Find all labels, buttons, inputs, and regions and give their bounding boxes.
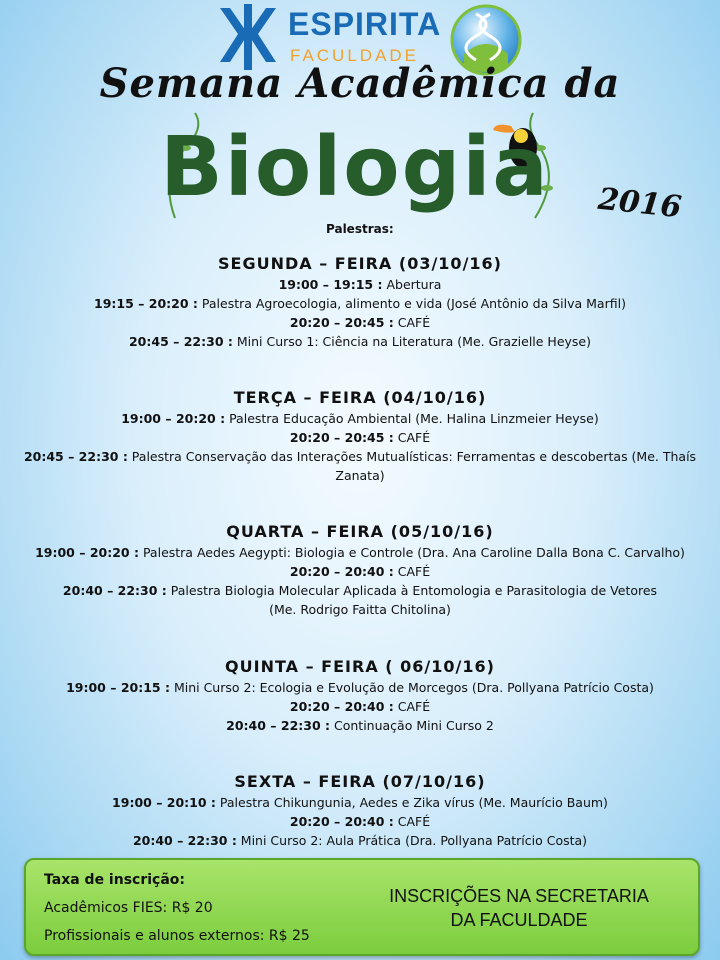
day-terca (0, 388, 720, 485)
day-segunda (0, 254, 720, 351)
schedule-line: 19:00 – 20:20 : Palestra Educação Ambiental (Me. Halina Linzmeier Heyse) (121, 411, 599, 426)
schedule-line: 20:20 – 20:45 : CAFÉ (289, 430, 431, 445)
schedule-line: 20:45 – 22:30 : Palestra Conservação das Interações Mutualísticas: Ferramentas e descobertas (Me. Thaís (23, 449, 697, 464)
fee-fies: Acadêmicos FIES: R$ 20 (44, 900, 213, 916)
day-quinta (0, 657, 720, 735)
day-title: QUINTA – FEIRA ( 06/10/16) (225, 657, 495, 676)
schedule-line: 20:45 – 22:30 : Mini Curso 1: Ciência na Literatura (Me. Grazielle Heyse) (128, 334, 591, 349)
logo-subtitle: FACULDADE (290, 46, 420, 65)
registration-line-2: DA FACULDADE (450, 910, 588, 930)
fee-title: Taxa de inscrição: (44, 872, 185, 888)
day-title: SEGUNDA – FEIRA (03/10/16) (218, 254, 502, 273)
schedule-line: 20:20 – 20:40 : CAFÉ (289, 814, 431, 829)
registration-line-1: INSCRIÇÕES NA SECRETARIA (389, 886, 649, 906)
schedule-line: 20:20 – 20:40 : CAFÉ (289, 564, 431, 579)
day-title: TERÇA – FEIRA (04/10/16) (233, 388, 487, 407)
biologia-word: Biologia (160, 120, 550, 215)
schedule-line: 19:00 – 19:15 : Abertura (278, 277, 442, 292)
day-quarta (0, 522, 720, 619)
day-title: QUARTA – FEIRA (05/10/16) (226, 522, 494, 541)
fee-external: Profissionais e alunos externos: R$ 25 (44, 928, 310, 944)
schedule-line: 20:20 – 20:40 : CAFÉ (289, 699, 431, 714)
schedule-line: 19:00 – 20:15 : Mini Curso 2: Ecologia e Evolução de Morcegos (Dra. Pollyana Patrício Costa) (66, 680, 654, 695)
registration-box (24, 858, 700, 956)
schedule-line: 19:00 – 20:20 : Palestra Aedes Aegypti: Biologia e Controle (Dra. Ana Caroline Dalla Bona C. Carvalho) (35, 545, 685, 560)
schedule-line: 19:15 – 20:20 : Palestra Agroecologia, alimento e vida (José Antônio da Silva Marfil) (94, 296, 626, 311)
schedule-line: 19:00 – 20:10 : Palestra Chikungunia, Aedes e Zika vírus (Me. Maurício Baum) (112, 795, 608, 810)
schedule-line: 20:40 – 22:30 : Continuação Mini Curso 2 (226, 718, 494, 733)
logo-name: ESPIRITA (288, 6, 442, 42)
schedule-line: 20:40 – 22:30 : Mini Curso 2: Aula Prática (Dra. Pollyana Patrício Costa) (132, 833, 588, 848)
event-title: Semana Acadêmica da (99, 60, 621, 107)
day-title: SEXTA – FEIRA (07/10/16) (234, 772, 486, 791)
schedule-line: 20:20 – 20:45 : CAFÉ (289, 315, 431, 330)
schedule-line: Zanata) (335, 468, 385, 483)
schedule-line: 20:40 – 22:30 : Palestra Biologia Molecular Aplicada à Entomologia e Parasitologia de Vetores (62, 583, 658, 598)
event-year: 2016 (596, 181, 684, 226)
biologia-artwork (155, 108, 575, 228)
day-sexta (0, 772, 720, 850)
schedule-line: (Me. Rodrigo Faitta Chitolina) (269, 602, 451, 617)
registration-info (384, 884, 654, 932)
palestras-label: Palestras: (326, 222, 394, 236)
